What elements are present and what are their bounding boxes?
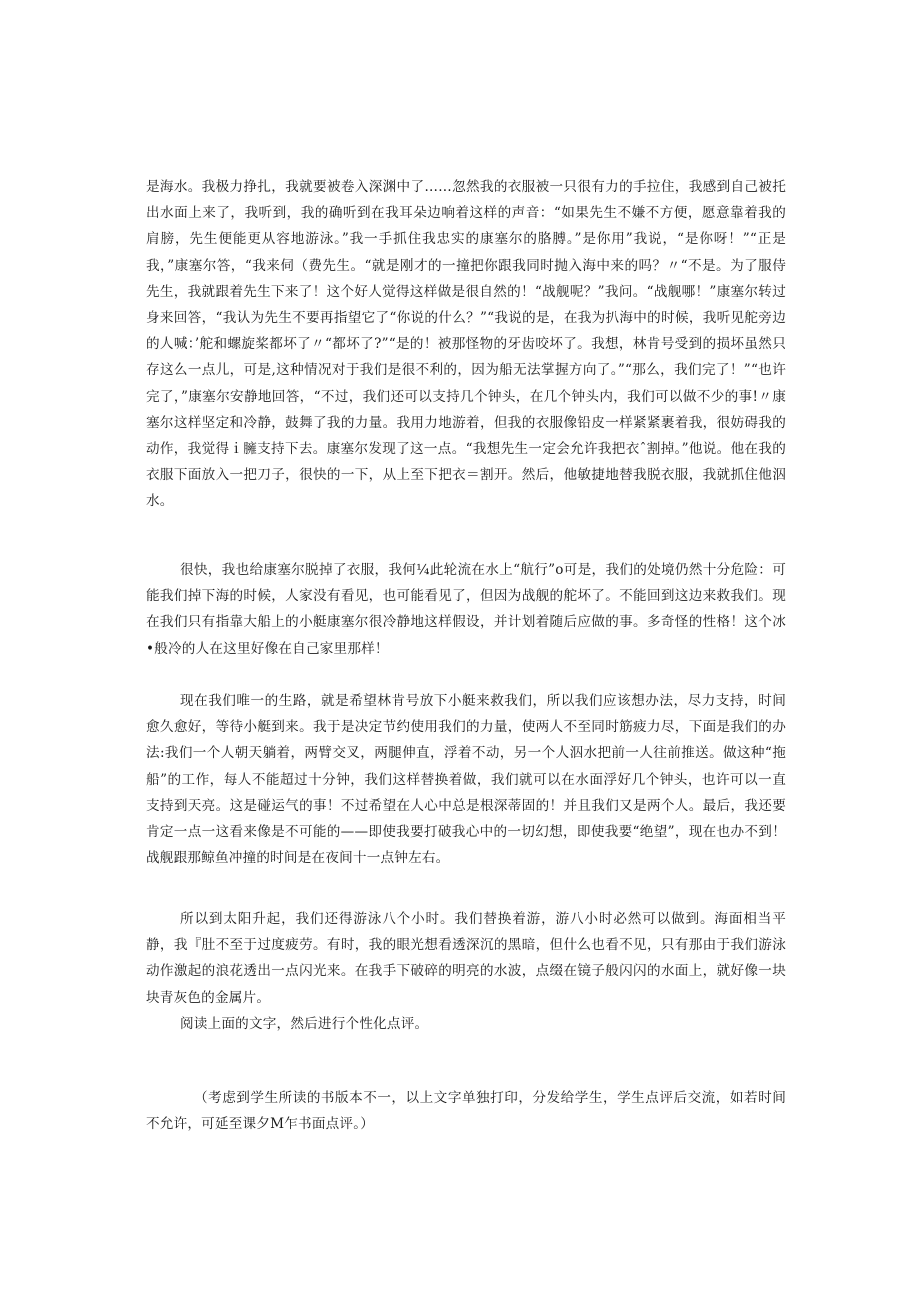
instruction-paragraph: 阅读上面的文字，然后进行个性化点评。 <box>180 1016 429 1032</box>
story-paragraph-1: 是海水。我极力挣扎，我就要被卷入深渊中了……忽然我的衣服被一只很有力的手拉住，我感到自己被托出水面上来了，我听到，我的确听到在我耳朵边响着这样的声音：“如果先生不嫌不方便，愿意靠着我的肩膀，先生便能更从容地游泳。”我一手抓住我忠实的康塞尔的胳膊。”是你用”我说，“是你呀！”“正是我，”康塞尔答，“我来伺（费先生。“就是刚才的一撞把你跟我同时抛入海中来的吗？〃“不是。为了服侍先生，我就跟着先生下来了！这个好人觉得这样做是很自然的！“战舰呢？”我问。“战舰哪！”康塞尔转过身来回答，“我认为先生不要再指望它了“你说的什么？”“我说的是，在我为扒海中的时候，我听见舵旁边的人喊：’舵和螺旋桨都坏了〃“都坏了?”“是的！被那怪物的牙齿咬坏了。我想，林肯号受到的损坏虽然只存这么一点儿，可是,这种情况对于我们是很不利的，因为船无法掌握方向了。”“那么，我们完了！”“也许完了，”康塞尔安静地回答，“不过，我们还可以支持几个钟头，在几个钟头内，我们可以做不少的事!〃康塞尔这样坚定和冷静，鼓舞了我的力量。我用力地游着，但我的衣服像铅皮一样紧紧裹着我，很妨碍我的动作，我觉得ｉ臃支持下去。康塞尔发现了这一点。“我想先生一定会允许我把衣ˆ割掉。”他说。他在我的衣服下面放入一把刀子，很快的一下，从上至下把衣＝割开。然后，他敏捷地替我脱衣服，我就抓住他泅水。 <box>146 179 786 510</box>
story-paragraph-2: 很快，我也给康塞尔脱掉了衣服，我何¼此轮流在水上“航行”o可是，我们的处境仍然十分危险：可能我们掉下海的时候，人家没有看见，也可能看见了，但因为战舰的舵坏了。不能回到这边来救我们。现在我们只有指靠大船上的小艇康塞尔很冷静地这样假设，并计划着随后应做的事。多奇怪的性格！这个冰•般冷的人在这里好像在自己家里那样！ <box>146 562 786 657</box>
teacher-note-paragraph: （考虑到学生所读的书版本不一，以上文字单独打印，分发给学生，学生点评后交流，如若时间不允许，可延至课夕M乍书面点评。） <box>146 1090 786 1133</box>
story-paragraph-4: 所以到太阳升起，我们还得游泳八个小时。我们替换着游，游八小时必然可以做到。海面相当平静，我『肚不至于过度疲劳。有时，我的眼光想看透深沉的黑暗，但什么也看不见，只有那由于我们游泳动作激起的浪花透出一点闪光来。在我手下破碎的明亮的水波，点缀在镜子般闪闪的水面上，就好像一块块青灰色的金属片。 <box>146 911 786 1006</box>
story-paragraph-3: 现在我们唯一的生路，就是希望林肯号放下小艇来救我们，所以我们应该想办法，尽力支持，时间愈久愈好，等待小艇到来。我于是决定节约使用我们的力量，使两人不至同时筋疲力尽，下面是我们的办法:我们一个人朝天躺着，两臂交叉，两腿伸直，浮着不动，另一个人泅水把前一人往前推送。做这种“拖船”的工作，每人不能超过十分钟，我们这样替换着做，我们就可以在水面浮好几个钟头，也许可以一直支持到天亮。这是碰运气的事！不过希望在人心中总是根深蒂固的！并且我们又是两个人。最后，我还要肯定一点一这看来像是不可能的——即使我要打破我心中的一切幻想，即使我要“绝望”，现在也办不到！战舰跟那鲸鱼冲撞的时间是在夜间十一点钟左右。 <box>146 693 786 867</box>
